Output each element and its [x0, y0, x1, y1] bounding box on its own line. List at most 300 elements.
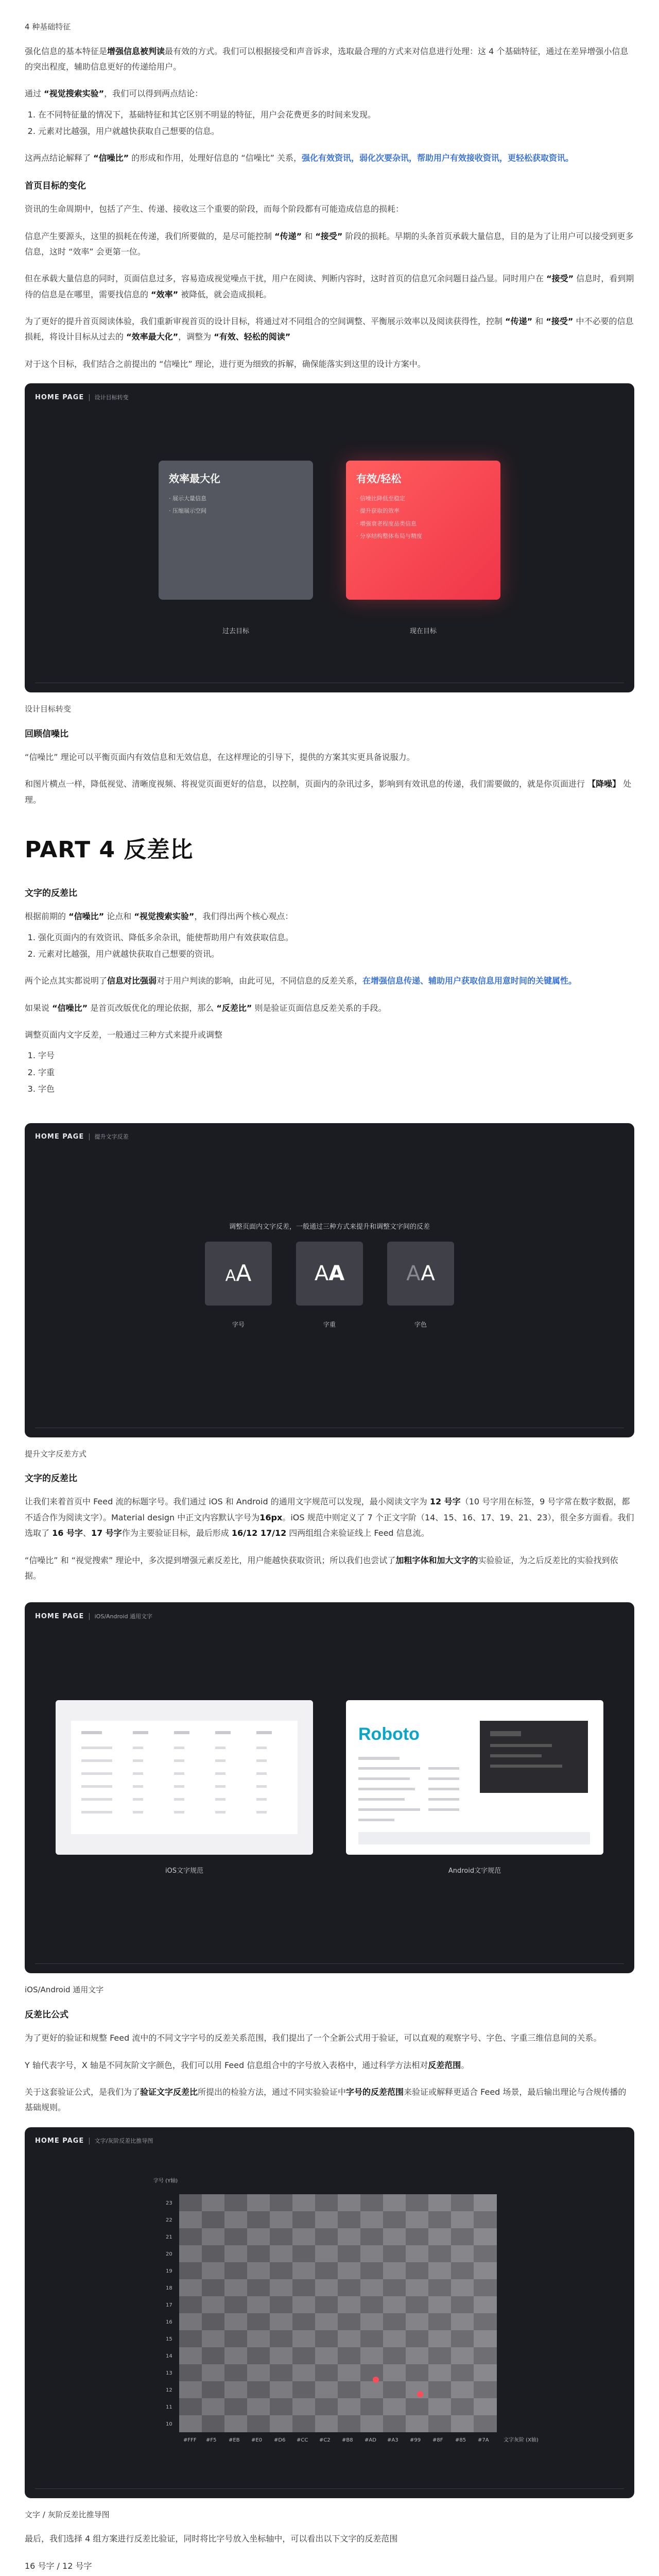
card-header [25, 1602, 634, 1631]
grid-cell [360, 2347, 384, 2365]
grid-cell [292, 2228, 316, 2246]
grid-y-tick: 23 [166, 2200, 172, 2206]
grid-x-tick: #F5 [206, 2437, 217, 2443]
card-text-contrast-methods [25, 1123, 634, 1437]
font-weight-glyph: AA [314, 1261, 345, 1285]
p4-p2-b: 信息对比强弱 [107, 976, 157, 986]
card-header-separator: | [88, 393, 91, 401]
grid-cell [202, 2381, 225, 2399]
grid-x-tick: #CC [297, 2437, 308, 2443]
grid-cell [406, 2279, 429, 2297]
grid-y-tick: 18 [166, 2285, 172, 2291]
grid-cell [406, 2194, 429, 2212]
android-logo-text: Roboto [358, 1724, 420, 1744]
card-header [25, 2127, 634, 2156]
grid-cell [179, 2381, 202, 2399]
grid-cell [451, 2415, 474, 2433]
p4-p2-a: 两个论点其实都说明了 [25, 976, 108, 986]
card-header-separator: | [88, 1133, 91, 1141]
grid-cell [270, 2381, 293, 2399]
ac2-p1-k: 四两组组合来验证线上 Feed 信息流。 [286, 1528, 429, 1538]
grid-cell [451, 2398, 474, 2416]
grid-cell [315, 2262, 338, 2280]
intro-p3-b: “信噪比” [93, 153, 129, 163]
grid-cell [179, 2415, 202, 2433]
grid-cell [383, 2347, 406, 2365]
ac3-p3 [25, 2084, 634, 2116]
grid-x-tick: #B8 [342, 2437, 353, 2443]
card-header [25, 383, 634, 412]
grid-cell [224, 2194, 248, 2212]
intro-p1-a: 强化信息的基本特征是 [25, 46, 108, 56]
new-goal-line: · 分享结构整体布局与精度 [356, 532, 422, 539]
grid-cell [179, 2211, 202, 2229]
grid-cell [179, 2228, 202, 2246]
ac3-p3-d: 字号的反差范围 [346, 2087, 404, 2097]
ac2-p1-c: （10 号字用在标签，9 号字常在数字数据，都不适合作为阅读文字）。Material design 中正文内容默认字号为 [25, 1497, 630, 1522]
grid-cell [338, 2262, 361, 2280]
p4-p1-c: 论点和 [104, 911, 134, 922]
grid-cell [428, 2245, 452, 2263]
new-goal-caption: 现在目标 [409, 628, 437, 636]
grid-cell [428, 2279, 452, 2297]
grid-cell [428, 2330, 452, 2348]
grid-y-tick: 10 [166, 2421, 172, 2427]
grid-cell [383, 2245, 406, 2263]
ac3-p2-c: 。 [461, 2060, 470, 2070]
grid-y-tick: 22 [166, 2217, 172, 2223]
grid-cell [202, 2347, 225, 2365]
change-p3-e: 被降低，就会造成损耗。 [178, 289, 272, 299]
p4-p1-a: 根据前期的 [25, 911, 69, 922]
change-p2-e: 阶段的损耗。早期的头条首页承载大量信息，目的是为了让用户可以接受到更多信息，这时 “效率” 会更第一位。 [25, 231, 634, 257]
ac2-p2-c: 实验验证，为之后反差比的实验找到依据。 [25, 1555, 618, 1581]
grid-cell [338, 2245, 361, 2263]
grid-cell [202, 2262, 225, 2280]
grid-cell [406, 2398, 429, 2416]
grid-y-tick: 16 [166, 2319, 172, 2325]
ac3-p2 [25, 2058, 634, 2073]
grid-y-tick: 17 [166, 2302, 172, 2308]
grid-cell [224, 2211, 248, 2229]
card-header-label: HOME PAGE [35, 2137, 84, 2145]
grid-cell [224, 2381, 248, 2399]
grid-cell [338, 2279, 361, 2297]
grid-cell [474, 2398, 497, 2416]
ac2-p1-i: 作为主要验证目标，最后形成 [122, 1528, 232, 1538]
grid-cell [270, 2415, 293, 2433]
ac2-p1-f: 16 号字 [52, 1528, 83, 1538]
grid-x-tick: #AD [365, 2437, 376, 2443]
ac2-p1-b: 12 号字 [429, 1497, 461, 1507]
change-p3-b: “接受” [546, 274, 574, 284]
grid-cell [247, 2245, 270, 2263]
grid-cell [360, 2245, 384, 2263]
intro-list [38, 107, 634, 140]
grid-cell [451, 2313, 474, 2331]
grid-cell [406, 2347, 429, 2365]
grid-cell [338, 2347, 361, 2365]
grid-cell [360, 2194, 384, 2212]
card-contrast-grid [25, 2127, 634, 2498]
card-ios-android-type [25, 1602, 634, 1973]
grid-cell [247, 2194, 270, 2212]
grid-cell [360, 2364, 384, 2382]
card-header-separator: | [88, 1613, 91, 1621]
ac3-p1: 为了更好的验证和规整 Feed 流中的不同文字字号的反差关系范围，我们提出了一个全新公式用于验证，可以直观的观察字号、字色、字重三维信息间的关系。 [25, 2033, 602, 2043]
new-goal-box [346, 461, 500, 600]
grid-cell [315, 2296, 338, 2314]
grid-cell [383, 2381, 406, 2399]
intro-p3-d: 强化有效资讯，弱化次要杂讯，帮助用户有效接收资讯，更轻松获取资讯。 [301, 153, 574, 163]
grid-cell [451, 2211, 474, 2229]
ac2-p1-e: 。iOS 规范中则定义了 7 个正文字阶（14、15、16、17、19、21、23），很全多方面看。我们选取了 [25, 1512, 634, 1538]
intro-p3 [25, 150, 634, 166]
ios-type-table-graphic [56, 1700, 313, 1855]
intro-p1 [25, 44, 634, 75]
ac3-p3-b: 验证文字反差比 [140, 2087, 198, 2097]
grid-cell [315, 2381, 338, 2399]
grid-cell [474, 2296, 497, 2314]
change-p3 [25, 271, 634, 302]
grid-y-tick: 15 [166, 2336, 172, 2342]
grid-cell [406, 2330, 429, 2348]
snr-p2-c: 处理。 [25, 779, 632, 805]
p4-list-item: 2. 元素对比越强，用户就越快获取自己想要的资讯。 [38, 946, 634, 962]
grid-cell [474, 2415, 497, 2433]
grid-cell [247, 2398, 270, 2416]
contrast-grid [179, 2194, 496, 2432]
grid-cell [202, 2364, 225, 2382]
grid-x-tick: #E0 [251, 2437, 263, 2443]
grid-cell [179, 2313, 202, 2331]
grid-cell [292, 2194, 316, 2212]
change-p4-h: “有效、轻松的阅读” [214, 332, 291, 342]
grid-cell [202, 2296, 225, 2314]
grid-cell [474, 2279, 497, 2297]
grid-cell [383, 2415, 406, 2433]
grid-cell [451, 2364, 474, 2382]
grid-y-tick: 14 [166, 2353, 172, 2359]
combo-1: 16 号字 / 12 号字 [25, 2561, 92, 2571]
old-goal-caption: 过去目标 [222, 628, 249, 636]
grid-cell [247, 2228, 270, 2246]
grid-cell [406, 2211, 429, 2229]
change-p4-c: 和 [532, 316, 546, 327]
grid-cell [202, 2279, 225, 2297]
grid-cell [428, 2296, 452, 2314]
grid-cell [247, 2330, 270, 2348]
p4-p3-a: 如果说 [25, 1003, 53, 1013]
p4-list2-item: 1. 字号 [38, 1048, 634, 1063]
grid-cell [179, 2194, 202, 2212]
grid-cell [202, 2245, 225, 2263]
grid-cell [451, 2262, 474, 2280]
grid-cell [315, 2313, 338, 2331]
card2-caption: 提升文字反差方式 [25, 1449, 87, 1459]
font-color-glyph: AA [406, 1261, 435, 1285]
font-weight-example [296, 1242, 363, 1306]
grid-cell [360, 2415, 384, 2433]
new-goal-title: 有效/轻松 [356, 472, 402, 485]
grid-cell [270, 2194, 293, 2212]
grid-cell [292, 2262, 316, 2280]
grid-cell [270, 2279, 293, 2297]
android-type-table-graphic [346, 1700, 603, 1855]
card-header-sub: 文字/灰阶反差比推导图 [94, 2138, 153, 2145]
grid-cell [224, 2279, 248, 2297]
grid-cell [270, 2245, 293, 2263]
grid-cell [406, 2415, 429, 2433]
old-goal-title: 效率最大化 [169, 472, 220, 485]
grid-cell [247, 2211, 270, 2229]
font-weight-caption: 字重 [323, 1320, 336, 1328]
grid-cell [247, 2364, 270, 2382]
grid-cell [224, 2415, 248, 2433]
intro-p1-c: 最有效的方式。我们可以根据接受和声音诉求，选取最合理的方式来对信息进行处理：这 4 个基础特征，通过在差异增强小信息的突出程度，辅助信息更好的传递给用户。 [25, 46, 629, 72]
grid-cell [428, 2211, 452, 2229]
change-p2-b: “传递” [274, 231, 302, 241]
grid-cell [292, 2347, 316, 2365]
grid-cell [428, 2381, 452, 2399]
grid-cell [202, 2415, 225, 2433]
grid-cell [292, 2313, 316, 2331]
intro-p1-b: 增强信息被判读 [107, 46, 165, 56]
grid-cell [451, 2330, 474, 2348]
p4-p3-c: 是首页改版优化的理论依据，那么 [88, 1003, 217, 1013]
grid-cell [383, 2398, 406, 2416]
grid-cell [406, 2364, 429, 2382]
p4-p4: 调整页面内文字反差，一般通过三种方式来提升或调整 [25, 1030, 223, 1040]
grid-cell [428, 2194, 452, 2212]
grid-y-tick: 19 [166, 2268, 172, 2274]
grid-cell [451, 2228, 474, 2246]
p4-p1 [25, 909, 634, 924]
grid-cell [383, 2228, 406, 2246]
change-p3-a: 但在承载大量信息的同时，页面信息过多，容易造成视觉噪点干扰，用户在阅读、判断内容时，这时首页的信息冗余问题日益凸显。同时用户在 [25, 274, 547, 284]
p4-list2-item: 2. 字重 [38, 1065, 634, 1080]
grid-cell [360, 2228, 384, 2246]
grid-cell [315, 2279, 338, 2297]
grid-cell [406, 2245, 429, 2263]
grid-cell [224, 2398, 248, 2416]
grid-cell [202, 2228, 225, 2246]
grid-cell [428, 2364, 452, 2382]
grid-cell [360, 2398, 384, 2416]
change-p2 [25, 229, 634, 260]
intro-list-item: 1. 在不同特征量的情况下，基础特征和其它区别不明显的特征，用户会花费更多的时间来发现。 [38, 107, 634, 123]
grid-x-tick: #99 [410, 2437, 421, 2443]
grid-cell [179, 2245, 202, 2263]
grid-cell [224, 2330, 248, 2348]
card-header-label: HOME PAGE [35, 1133, 84, 1141]
change-p4-b: “传递” [505, 316, 533, 327]
p4-list2-item: 3. 字色 [38, 1081, 634, 1097]
grid-cell [224, 2313, 248, 2331]
grid-cell [202, 2194, 225, 2212]
grid-cell [383, 2313, 406, 2331]
grid-cell [338, 2398, 361, 2416]
grid-cell [360, 2262, 384, 2280]
android-caption: Android文字规范 [448, 1867, 501, 1875]
grid-cell [474, 2313, 497, 2331]
change-p4-e: 中不必要的信息损耗，将设计目标从过去的 [25, 316, 634, 342]
grid-cell [315, 2415, 338, 2433]
card-header-sub: iOS/Android 通用文字 [94, 1613, 153, 1620]
grid-x-tick: #7A [478, 2437, 489, 2443]
grid-cell [383, 2364, 406, 2382]
grid-cell [247, 2381, 270, 2399]
p4-p1-b: “信噪比” [68, 911, 105, 922]
grid-cell [428, 2347, 452, 2365]
card3-caption: iOS/Android 通用文字 [25, 1985, 104, 1995]
grid-cell [474, 2245, 497, 2263]
grid-cell [224, 2347, 248, 2365]
grid-cell [474, 2330, 497, 2348]
top-caption: 4 种基础特征 [25, 22, 71, 31]
grid-cell [451, 2194, 474, 2212]
grid-x-tick: #FFF [183, 2437, 197, 2443]
grid-x-label: 文字灰阶 (X轴) [504, 2437, 539, 2443]
grid-y-tick: 21 [166, 2234, 172, 2240]
change-p5: 对于这个目标，我们结合之前提出的 “信噪比” 理论，进行更为细致的拆解，确保能落实到这里的设计方案中。 [25, 359, 426, 369]
intro-p2-a: 通过 [25, 89, 44, 99]
section-heading-text-contrast: 文字的反差比 [25, 888, 77, 899]
ios-caption: iOS文字规范 [165, 1867, 204, 1875]
card-design-goal-shift [25, 383, 634, 692]
ac2-p2 [25, 1553, 634, 1584]
grid-cell [247, 2415, 270, 2433]
grid-cell [224, 2245, 248, 2263]
grid-cell [315, 2398, 338, 2416]
snr-p2 [25, 776, 634, 808]
grid-cell [270, 2296, 293, 2314]
grid-cell [315, 2194, 338, 2212]
change-p1: 资讯的生命周期中，包括了产生、传递、接收这三个重要的阶段，而每个阶段都有可能造成信息的损耗： [25, 204, 404, 214]
grid-x-tick: #85 [455, 2437, 466, 2443]
grid-cell [224, 2228, 248, 2246]
grid-cell [202, 2330, 225, 2348]
p4-p2 [25, 973, 634, 989]
font-size-example [205, 1242, 272, 1306]
p4-p3 [25, 1001, 634, 1016]
new-goal-line: · 增强衰老程度品类信息 [356, 520, 417, 527]
grid-cell [338, 2364, 361, 2382]
grid-cell [338, 2381, 361, 2399]
grid-cell [338, 2296, 361, 2314]
change-p2-d: “接受” [315, 231, 343, 241]
grid-cell [179, 2364, 202, 2382]
section-heading-change: 首页目标的变化 [25, 180, 86, 191]
grid-cell [292, 2415, 316, 2433]
part4-title: PART 4 反差比 [25, 837, 194, 863]
p4-p1-e: ，我们得出两个核心观点： [194, 911, 293, 922]
grid-cell [179, 2347, 202, 2365]
change-p3-c: 信息时，看到期待的信息是在哪里，需要找信息的 [25, 274, 634, 299]
ac4-p1: 最后，我们选择 4 组方案进行反差比验证，同时将比字号放入坐标轴中，可以看出以下文字的反差范围 [25, 2534, 398, 2544]
ios-type-spec-image [56, 1700, 313, 1855]
grid-cell [247, 2347, 270, 2365]
snr-p1: “信噪比” 理论可以平衡页面内有效信息和无效信息，在这样理论的引导下，提供的方案其实更具备说服力。 [25, 752, 415, 762]
grid-cell [383, 2330, 406, 2348]
new-goal-line: · 提升获取的效率 [356, 507, 400, 515]
p4-p3-b: “信噪比” [52, 1003, 88, 1013]
grid-cell [338, 2330, 361, 2348]
ac2-p1-g: 、 [82, 1528, 91, 1538]
section-heading-snr: 回顾信噪比 [25, 728, 68, 739]
grid-cell [428, 2415, 452, 2433]
change-p4-d: “接受” [546, 316, 574, 327]
grid-cell [270, 2330, 293, 2348]
change-p4-f: “效率最大化” [126, 332, 179, 342]
snr-p2-a: 和图片横点一样，降低视觉、清晰度视频、将视觉页面更好的信息，以控制，页面内的杂讯过多，影响到有效讯息的传递，我们需要做的，就是你页面进行 [25, 779, 588, 789]
grid-cell [179, 2296, 202, 2314]
grid-cell [451, 2245, 474, 2263]
p4-p3-d: “反差比” [216, 1003, 252, 1013]
grid-cell [428, 2228, 452, 2246]
card4-caption: 文字 / 灰阶反差比推导图 [25, 2510, 110, 2519]
grid-cell [247, 2262, 270, 2280]
p4-p2-c: 对于用户判读的影响，由此可见，不同信息的反差关系， [157, 976, 363, 986]
section-heading-formula: 反差比公式 [25, 2009, 68, 2020]
intro-p3-a: 这两点结论解释了 [25, 153, 94, 163]
grid-cell [202, 2211, 225, 2229]
grid-cell [292, 2296, 316, 2314]
grid-cell [270, 2364, 293, 2382]
grid-cell [292, 2245, 316, 2263]
p4-p2-d: 在增强信息传递、辅助用户获取信息用意时间的关键属性。 [362, 976, 577, 986]
old-goal-line: · 展示大量信息 [169, 495, 206, 502]
grid-cell [360, 2330, 384, 2348]
grid-cell [224, 2364, 248, 2382]
grid-cell [360, 2381, 384, 2399]
font-color-caption: 字色 [414, 1320, 427, 1328]
ac3-p3-e: 来验证或解释更适合 Feed 场景，最后输出理论与合规传播的基础规则。 [25, 2087, 627, 2113]
snr-p2-b: 【降噪】 [587, 779, 621, 789]
grid-cell [247, 2279, 270, 2297]
grid-cell [406, 2228, 429, 2246]
change-p4-a: 为了更好的提升首页阅读体验，我们重新审视首页的设计目标，将通过对不同组合的空间调整、平衡展示效率以及阅读获得性，控制 [25, 316, 506, 327]
card2-subtitle: 调整页面内文字反差，一般通过三种方式来提升和调整文字间的反差 [229, 1223, 430, 1231]
grid-cell [338, 2415, 361, 2433]
highlight-dot [417, 2391, 423, 2397]
grid-cell [202, 2398, 225, 2416]
grid-cell [383, 2211, 406, 2229]
grid-cell [270, 2262, 293, 2280]
ac2-p1-d: 16px [259, 1512, 283, 1522]
font-size-glyph: AA [225, 1260, 252, 1286]
change-p4-g: ，调整为 [178, 332, 214, 342]
card1-caption: 设计目标转变 [25, 704, 72, 714]
grid-cell [270, 2211, 293, 2229]
intro-p2-b: “视觉搜索实验” [44, 89, 105, 99]
grid-cell [451, 2279, 474, 2297]
intro-list-item: 2. 元素对比越强，用户就越快获取自己想要的信息。 [38, 124, 634, 139]
grid-cell [224, 2262, 248, 2280]
ac3-p3-a: 关于这套验证公式，是我们为了 [25, 2087, 141, 2097]
grid-cell [360, 2279, 384, 2297]
grid-cell [247, 2313, 270, 2331]
ac3-p2-b: 反差范围 [428, 2060, 461, 2070]
grid-x-tick: #EB [229, 2437, 240, 2443]
grid-cell [428, 2398, 452, 2416]
card-header-sub: 设计目标转变 [94, 394, 129, 401]
grid-cell [451, 2381, 474, 2399]
grid-cell [315, 2228, 338, 2246]
old-goal-box [159, 461, 313, 600]
grid-cell [315, 2245, 338, 2263]
grid-cell [474, 2211, 497, 2229]
